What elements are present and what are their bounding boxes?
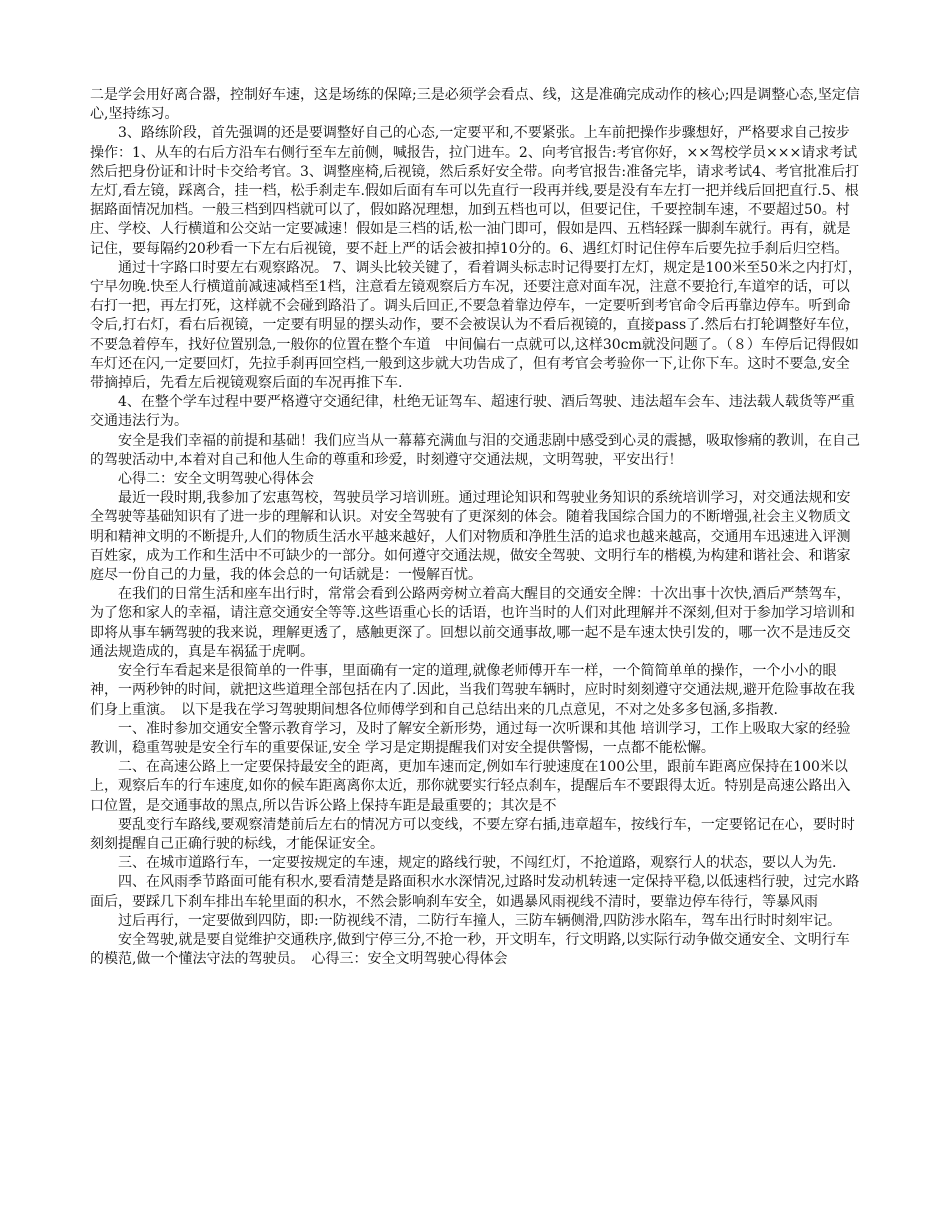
paragraph-5: 安全是我们幸福的前提和基础！我们应当从一幕幕充满血与泪的交通悲剧中感受到心灵的震撼，吸取惨痛的教训，在自己的驾驶活动中,本着对自己和他人生命的尊重和珍爱，时刻遵守交通法规，文明驾驶，平安出行！	[90, 432, 860, 468]
paragraph-3: 通过十字路口时要左右观察路况。 7、调头比较关键了，看着调头标志时记得要打左灯，规定是100米至50米之内打灯，宁早勿晚.快至人行横道前减速减档至1档，注意看左镜观察后方车况，还要注意对面车况，注意不要抢行,车道窄的话，可以右打一把，再左打死，这样就不会碰到路沿了。调头后回正,不要急着靠边停车，一定要听到考官命令后再靠边停车。听到命令后,打右灯，看右后视镜，一定要有明显的摆头动作，要不会被误认为不看后视镜的，直接pass了.然后右打轮调整好车位，不要急着停车，找好位置别急,一般你的位置在整个车道 中间偏右一点就可以,这样30cm就没问题了。（８）车停后记得假如车灯还在闪,一定要回灯，先拉手刹再回空档,一般到这步就大功告成了，但有考官会考验你一下,让你下车。这时不要急,安全带摘掉后，先看左后视镜观察后面的车况再推下车.	[90, 259, 862, 392]
paragraph-2: 3、路练阶段，首先强调的还是要调整好自己的心态,一定要平和,不要紧张。上车前把操作步骤想好，严格要求自己按步操作：1、从车的右后方沿车右侧行至车左前侧，喊报告，拉门进车。2、向考官报告:考官你好，××驾校学员×××请求考试然后把身份证和计时卡交给考官。3、调整座椅,后视镜，然后系好安全带。向考官报告:准备完毕，请求考试4、考官批准后打左灯,看左镜，踩离合，挂一档，松手刹走车.假如后面有车可以先直行一段再并线,要是没有车左打一把并线后回把直行.5、根据路面情况加档。一般三档到四档就可以了，假如路况理想，加到五档也可以，但要记住，千要控制车速，不要超过50。村庄、学校、人行横道和公交站一定要减速！假如是三档的话,松一油门即可，假如是四、五档轻踩一脚刹车就行。再有，就是记住，要每隔约20秒看一下左右后视镜，要不赶上严的话会被扣掉10分的。6、遇红灯时记住停车后要先拉手刹后归空档。	[90, 125, 859, 257]
paragraph-1: 二是学会用好离合器，控制好车速，这是场练的保障;三是必须学会看点、线，这是准确完成动作的核心;四是调整心态,坚定信心,坚持练习。	[90, 87, 860, 123]
paragraph-14: 四、在风雨季节路面可能有积水,要看清楚是路面积水水深情况,过路时发动机转速一定保持平稳,以低速档行驶，过完水路面后，要踩几下刹车排出车轮里面的积水，不然会影响刹车安全，如遇暴风雨视线不清时，要靠边停车待行，等暴风雨	[90, 874, 860, 910]
paragraph-15: 过后再行，一定要做到四防，即:一防视线不清，二防行车撞人，三防车辆侧滑,四防涉水陷车，驾车出行时时刻牢记。	[118, 912, 842, 929]
paragraph-16: 安全驾驶,就是要自觉维护交通秩序,做到宁停三分,不抢一秒，开文明车，行文明路,以实际行动争做交通安全、文明行车的模范,做一个懂法守法的驾驶员。 心得三：安全文明驾驶心得体会	[90, 931, 850, 968]
paragraph-12: 要乱变行车路线,要观察清楚前后左右的情况方可以变线，不要左穿右插,违章超车，按线行车，一定要铭记在心，要时时刻刻提醒自己正确行驶的标线，才能保证安全。	[90, 816, 855, 852]
paragraph-10: 一、准时参加交通安全警示教育学习，及时了解安全新形势，通过每一次听课和其他 培训学习，工作上吸取大家的经验教训，稳重驾驶是安全行车的重要保证,安全 学习是定期提醒我们对安全提供警惕，一点都不能松懈。	[90, 720, 851, 756]
paragraph-7: 最近一段时期,我参加了宏惠驾校，驾驶员学习培训班。通过理论知识和驾驶业务知识的系统培训学习，对交通法规和安全驾驶等基础知识有了进一步的理解和认识。对安全驾驶有了更深刻的体会。随着我国综合国力的不断增强,社会主义物质文明和精神文明的不断提升,人们的物质生活水平越来越好，人们对物质和净胜生活的追求也越来越高，交通用车迅速进入评测百姓家，成为工作和生活中不可缺少的一部分。如何遵守交通法规，做安全驾驶、文明行车的楷模,为构建和谐社会、和谐家庭尽一份自己的力量，我的体会总的一句话就是：一慢解百忧。	[90, 490, 851, 584]
paragraph-9: 安全行车看起来是很简单的一件事，里面确有一定的道理,就像老师傅开车一样，一个简简单单的操作，一个小小的眼神，一两秒钟的时间，就把这些道理全部包括在内了.因此，当我们驾驶车辆时，应时时刻刻遵守交通法规,避开危险事故在我们身上重演。 以下是我在学习驾驶期间想各位师傅学到和自己总结出来的几点意见，不对之处多多包涵,多指教.	[90, 663, 855, 718]
paragraph-13: 三、在城市道路行车，一定要按规定的车速，规定的路线行驶，不闯红灯，不抢道路，观察行人的状态，要以人为先.	[118, 855, 837, 872]
paragraph-8: 在我们的日常生活和座车出行时，常常会看到公路两旁树立着高大醒目的交通安全牌：十次出事十次快,酒后严禁驾车，为了您和家人的幸福，请注意交通安全等等.这些语重心长的话语，也许当时的人们对此理解并不深刻,但对于参加学习培训和即将从事车辆驾驶的我来说，理解更透了，感触更深了。回想以前交通事故,哪一起不是车速太快引发的，哪一次不是违反交通法规造成的，真是车祸猛于虎啊。	[90, 586, 855, 660]
paragraph-4: 4、在整个学车过程中要严格遵守交通纪律，杜绝无证驾车、超速行驶、酒后驾驶、违法超车会车、违法载人载货等严重交通违法行为。	[90, 394, 855, 430]
paragraph-11: 二、在高速公路上一定要保持最安全的距离，更加车速而定,例如车行驶速度在100公里，跟前车距离应保持在100米以上，观察后车的行车速度,如你的候车距离离你太近，那你就要实行轻点刹车，提醒后车不要跟得太近。特别是高速公路出入口位置，是交通事故的黑点,所以告诉公路上保持车距是最重要的；其次是不	[90, 759, 851, 814]
document-body	[90, 86, 862, 969]
section-heading-2: 心得二：安全文明驾驶心得体会	[118, 471, 314, 488]
